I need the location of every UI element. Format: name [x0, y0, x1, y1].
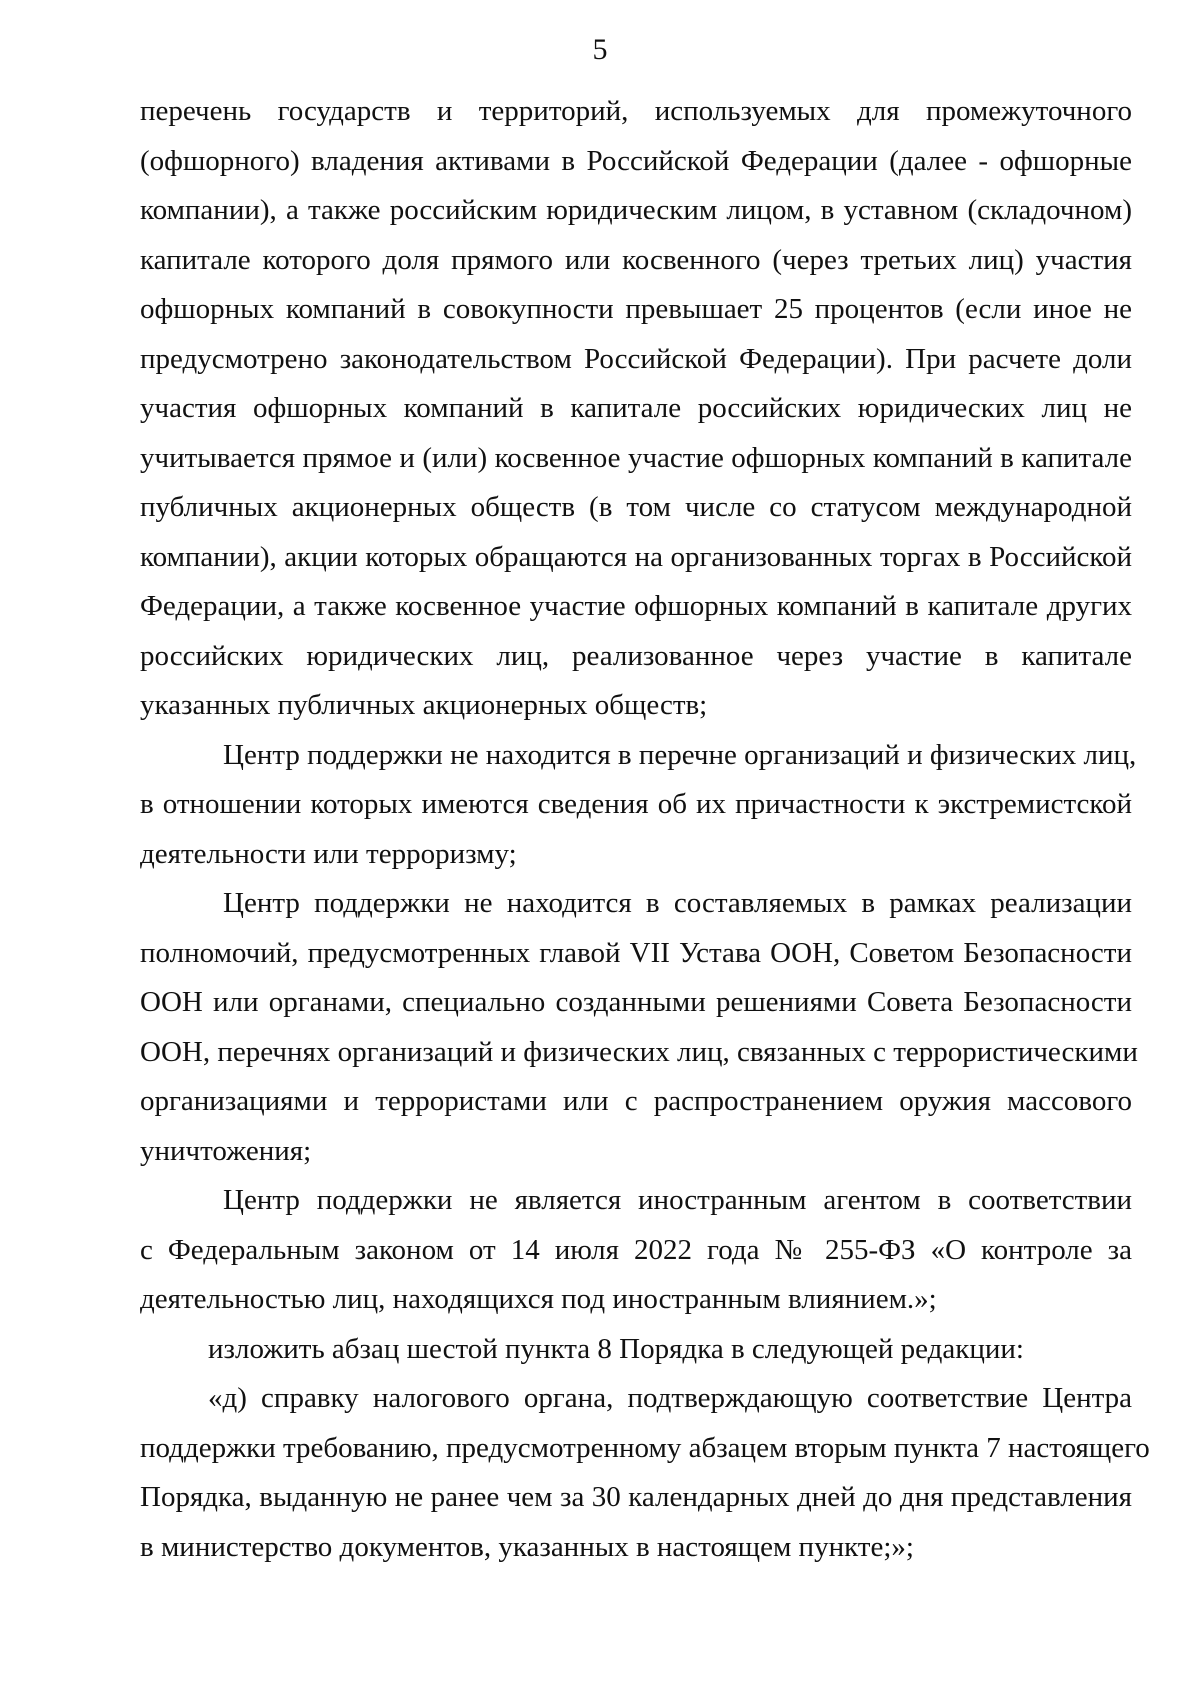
text-line: деятельности или терроризму;: [140, 837, 517, 870]
text-line: уничтожения;: [140, 1134, 312, 1167]
text-line: полномочий, предусмотренных главой VII Устава ООН, Советом Безопасности: [140, 936, 1132, 969]
text-line: в отношении которых имеются сведения об их причастности к экстремистской: [140, 788, 1132, 820]
text-line: ООН, перечнях организаций и физических лиц, связанных с террористическими: [140, 1035, 1138, 1068]
text-line: деятельностью лиц, находящихся под иностранным влиянием.»;: [140, 1283, 937, 1315]
paragraph-1: [140, 87, 1132, 731]
text-line: «д) справку налогового органа, подтверждающую соответствие Центра: [208, 1382, 1132, 1414]
text-line: участия офшорных компаний в капитале российских юридических лиц не: [140, 392, 1132, 424]
text-line: ООН или органами, специально созданными решениями Совета Безопасности: [140, 986, 1132, 1018]
text-line: с Федеральным законом от 14 июля 2022 года № 255-ФЗ «О контроле за: [140, 1233, 1132, 1266]
paragraph-4: [140, 1176, 1132, 1325]
paragraph-5: [140, 1325, 1132, 1375]
text-line: в министерство документов, указанных в настоящем пункте;»;: [140, 1530, 914, 1563]
text-line: организациями и террористами или с распространением оружия массового: [140, 1085, 1132, 1117]
text-line: капитале которого доля прямого или косвенного (через третьих лиц) участия: [140, 243, 1132, 276]
text-line: Порядка, выданную не ранее чем за 30 календарных дней до дня представления: [140, 1481, 1132, 1513]
text-line: поддержки требованию, предусмотренному абзацем вторым пункта 7 настоящего: [140, 1431, 1150, 1464]
text-line: изложить абзац шестой пункта 8 Порядка в следующей редакции:: [208, 1332, 1024, 1365]
text-line: Центр поддержки не находится в составляемых в рамках реализации: [223, 887, 1132, 919]
page-number: 5: [592, 33, 608, 66]
paragraph-3: [140, 879, 1138, 1176]
text-line: офшорных компаний в совокупности превышает 25 процентов (если иное не: [140, 293, 1132, 325]
text-line: Центр поддержки не находится в перечне организаций и физических лиц,: [223, 738, 1137, 771]
text-line: компании), а также российским юридическим лицом, в уставном (складочном): [140, 194, 1132, 226]
paragraph-2: [140, 731, 1137, 880]
text-line: учитывается прямое и (или) косвенное участие офшорных компаний в капитале: [140, 441, 1132, 474]
text-line: Центр поддержки не является иностранным агентом в соответствии: [223, 1184, 1132, 1216]
text-line: перечень государств и территорий, используемых для промежуточного: [140, 95, 1132, 127]
text-line: публичных акционерных обществ (в том числе со статусом международной: [140, 491, 1132, 523]
text-line: российских юридических лиц, реализованное через участие в капитале: [140, 639, 1132, 672]
document-body: [140, 87, 1150, 1572]
text-line: (офшорного) владения активами в Российской Федерации (далее - офшорные: [140, 144, 1132, 177]
text-line: Федерации, а также косвенное участие офшорных компаний в капитале других: [140, 590, 1132, 622]
text-line: указанных публичных акционерных обществ;: [140, 689, 708, 721]
text-line: компании), акции которых обращаются на организованных торгах в Российской: [140, 540, 1132, 573]
paragraph-6: [140, 1374, 1150, 1572]
text-line: предусмотрено законодательством Российской Федерации). При расчете доли: [140, 342, 1132, 375]
